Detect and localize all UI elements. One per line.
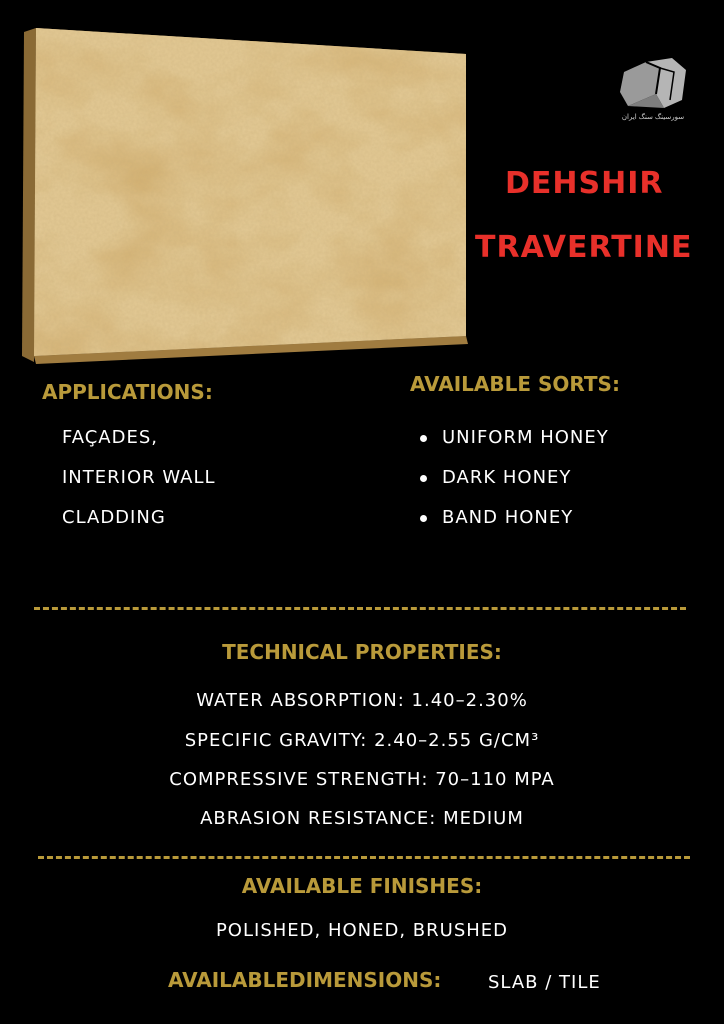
logo-caption: سورسینگ سنگ ایران xyxy=(621,114,685,121)
applications-line: INTERIOR WALL xyxy=(62,467,216,488)
available-finishes-value: POLISHED, HONED, BRUSHED xyxy=(215,920,509,941)
available-dimensions-value: SLAB / TILE xyxy=(488,972,601,993)
dashed-divider xyxy=(34,607,686,610)
sort-list-item: DARK HONEY xyxy=(420,468,609,508)
applications-line: FAÇADES, xyxy=(62,427,158,448)
company-logo xyxy=(612,56,694,126)
sort-list-item: BAND HONEY xyxy=(420,508,609,548)
available-finishes-heading: AVAILABLE FINISHES: xyxy=(241,874,483,898)
property-compressive-strength: COMPRESSIVE STRENGTH: 70–110 MPA xyxy=(169,769,555,790)
available-dimensions-heading: AVAILABLEDIMENSIONS: xyxy=(168,968,442,992)
applications-heading: APPLICATIONS: xyxy=(42,380,213,404)
product-title-line-2: TRAVERTINE xyxy=(475,230,693,265)
travertine-slab-image xyxy=(20,26,472,364)
product-title-line-1: DEHSHIR xyxy=(505,166,664,201)
available-sorts-heading: AVAILABLE SORTS: xyxy=(410,372,620,396)
sort-list-item: UNIFORM HONEY xyxy=(420,428,609,468)
available-sorts-list xyxy=(420,428,609,548)
applications-line: CLADDING xyxy=(62,507,166,528)
technical-properties-heading: TECHNICAL PROPERTIES: xyxy=(222,640,502,664)
applications-list xyxy=(62,428,216,548)
dashed-divider xyxy=(38,856,690,859)
property-abrasion-resistance: ABRASION RESISTANCE: MEDIUM xyxy=(200,808,524,829)
property-water-absorption: WATER ABSORPTION: 1.40–2.30% xyxy=(196,690,528,711)
property-specific-gravity: SPECIFIC GRAVITY: 2.40–2.55 G/CM³ xyxy=(184,730,540,751)
stone-blocks-logo-icon xyxy=(616,56,690,110)
